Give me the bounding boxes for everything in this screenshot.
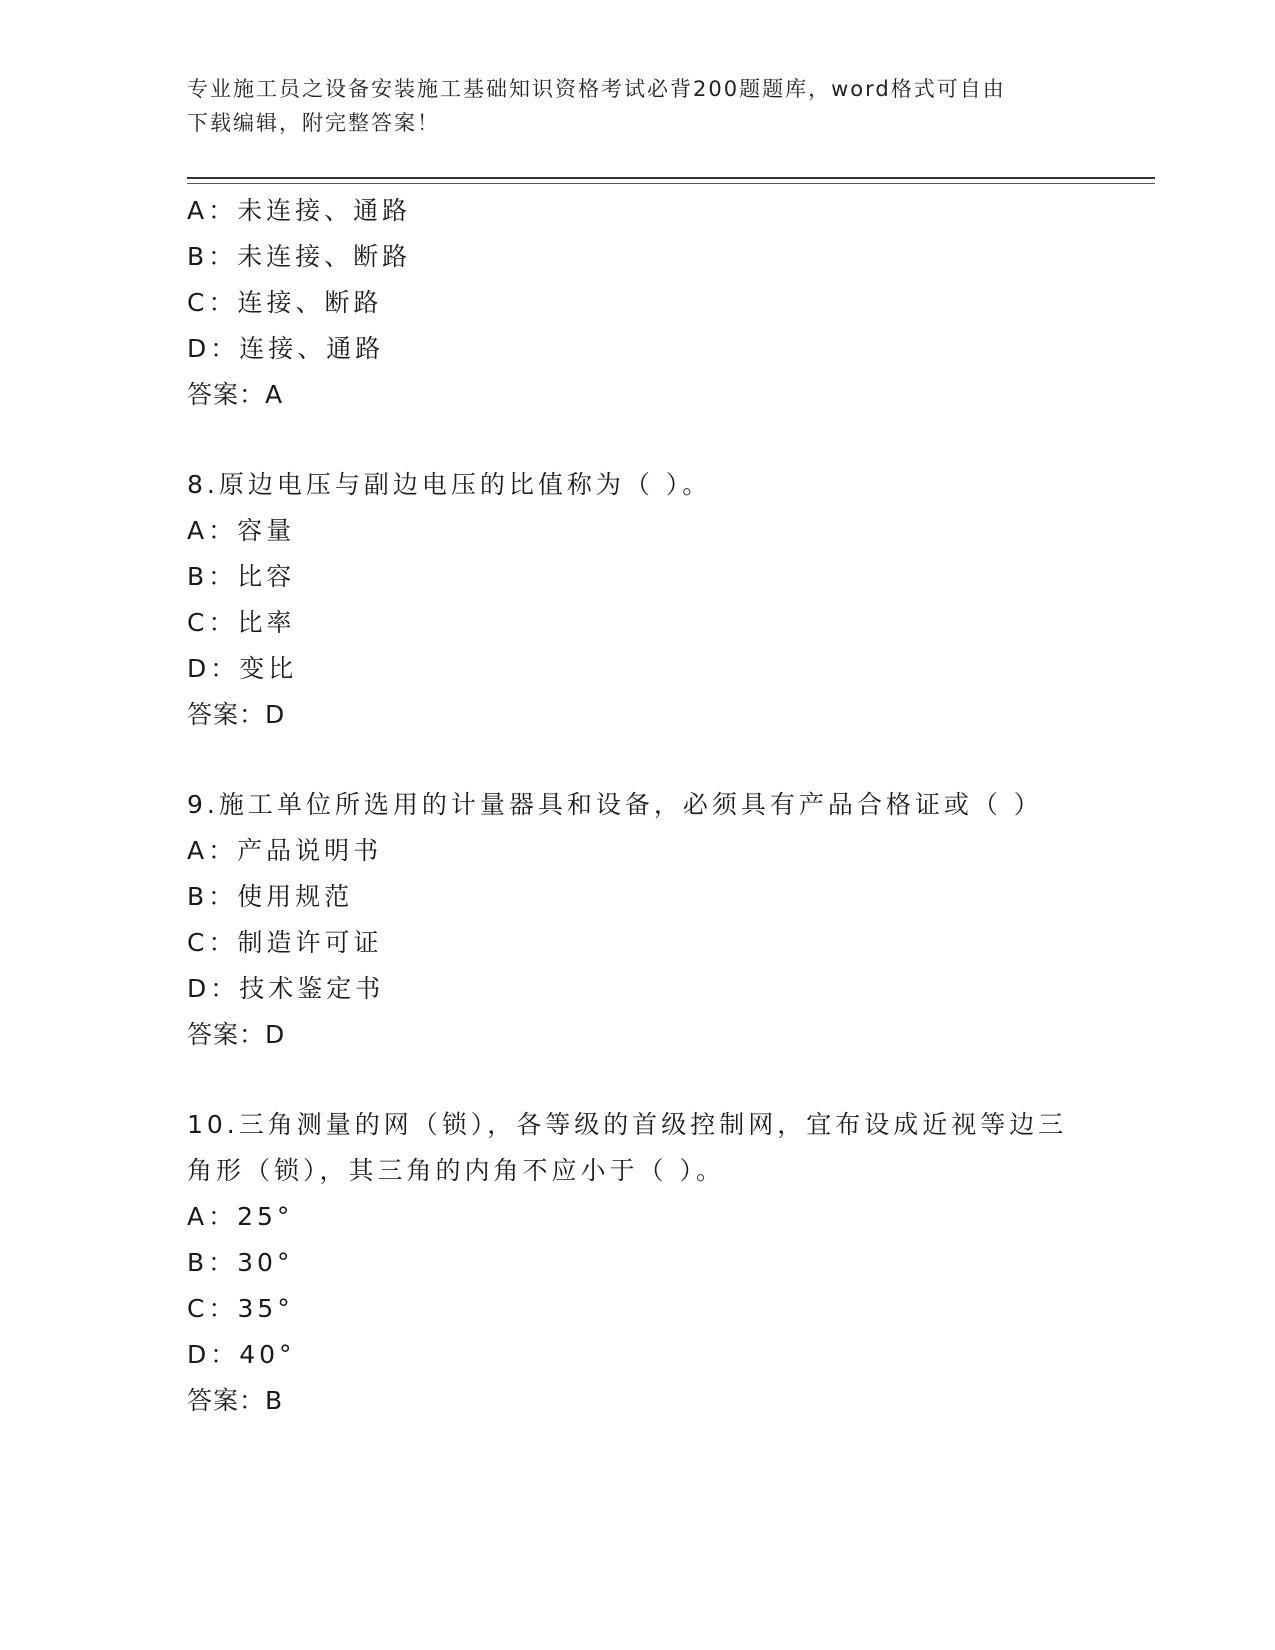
option-a: A：25° [187, 1202, 294, 1231]
option-b: B：比容 [187, 562, 296, 591]
option-a: A：产品说明书 [187, 836, 383, 865]
option-d: D：40° [187, 1340, 296, 1369]
question-9 [187, 782, 1087, 1058]
option-a: A：未连接、通路 [187, 196, 412, 225]
header-line-1: 专业施工员之设备安装施工基础知识资格考试必背200题题库，word格式可自由 [187, 77, 1006, 101]
option-c: C：35° [187, 1294, 294, 1323]
question-stem: 8.原边电压与副边电压的比值称为（ ）。 [187, 470, 712, 499]
answer: 答案：B [187, 1386, 284, 1415]
question-stem: 9.施工单位所选用的计量器具和设备，必须具有产品合格证或（ ） [187, 790, 1043, 819]
question-list [187, 188, 1087, 1424]
option-d: D：连接、通路 [187, 334, 385, 363]
answer: 答案：D [187, 1020, 286, 1049]
document-header [187, 72, 1087, 140]
answer: 答案：A [187, 380, 284, 409]
option-d: D：变比 [187, 654, 298, 683]
question-7 [187, 188, 1087, 418]
option-b: B：未连接、断路 [187, 242, 412, 271]
question-8 [187, 462, 1087, 738]
answer: 答案：D [187, 700, 286, 729]
option-d: D：技术鉴定书 [187, 974, 385, 1003]
option-c: C：连接、断路 [187, 288, 383, 317]
question-stem-line-1: 10.三角测量的网（锁），各等级的首级控制网，宜布设成近视等边三 [187, 1110, 1068, 1139]
option-b: B：使用规范 [187, 882, 354, 911]
option-a: A：容量 [187, 516, 296, 545]
question-stem-line-2: 角形（锁），其三角的内角不应小于（ ）。 [187, 1156, 725, 1185]
option-c: C：制造许可证 [187, 928, 383, 957]
question-10 [187, 1102, 1087, 1424]
option-b: B：30° [187, 1248, 294, 1277]
option-c: C：比率 [187, 608, 296, 637]
header-line-2: 下载编辑，附完整答案！ [187, 111, 440, 135]
header-divider-thick [187, 177, 1155, 179]
header-divider-thin [187, 183, 1155, 184]
